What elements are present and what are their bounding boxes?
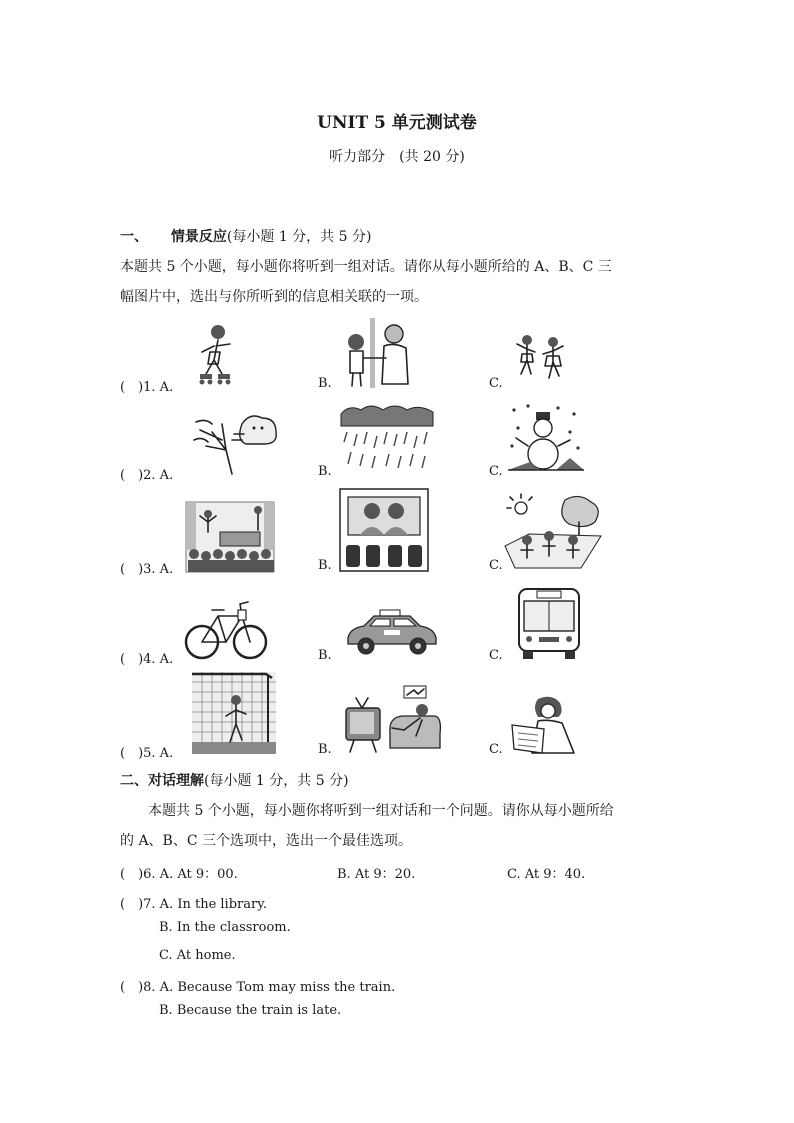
- section2-number: 二、: [120, 773, 148, 789]
- question-2-option-b: B.: [318, 464, 332, 479]
- section1-heading: [120, 226, 371, 246]
- question-8-label: ( )8. A. Because Tom may miss the train.: [120, 980, 396, 995]
- page-title: UNIT 5 单元测试卷: [317, 113, 477, 133]
- question-8-option-b: B. Because the train is late.: [159, 1003, 342, 1018]
- question-1-option-b: B.: [318, 376, 332, 391]
- question-1-label: ( )1. A.: [120, 380, 174, 395]
- section2-title: 对话理解: [148, 773, 204, 789]
- section2-instruction-1: 本题共 5 个小题，每小题你将听到一组对话和一个问题。请你从每小题所给: [148, 803, 614, 819]
- question-7-label: ( )7. A. In the library.: [120, 897, 267, 912]
- section2-heading: [120, 770, 349, 790]
- question-2-label: ( )2. A.: [120, 468, 174, 483]
- girls-dancing-icon[interactable]: [513, 334, 575, 384]
- page-subtitle: 听力部分 (共 20 分): [329, 149, 465, 165]
- question-3-label: ( )3. A.: [120, 562, 174, 577]
- bicycle-icon[interactable]: [184, 598, 268, 662]
- section1-note: (每小题 1 分，共 5 分): [226, 229, 372, 245]
- section1-instruction-2: 幅图片中，选出与你所听到的信息相关联的一项。: [120, 289, 428, 305]
- bus-icon[interactable]: [517, 587, 581, 661]
- question-5-option-c: C.: [489, 742, 503, 757]
- children-picnic-icon[interactable]: [505, 496, 601, 572]
- stage-show-icon[interactable]: [186, 502, 274, 572]
- question-4-option-c: C.: [489, 648, 503, 663]
- question-6-option-c: C. At 9：40.: [507, 867, 586, 882]
- girl-skating-icon[interactable]: [190, 322, 240, 390]
- windy-tree-icon[interactable]: [192, 410, 280, 478]
- section2-instruction-2: 的 A、B、C 三个选项中，选出一个最佳选项。: [120, 833, 413, 849]
- rain-cloud-icon[interactable]: [341, 404, 435, 476]
- snowman-icon[interactable]: [508, 404, 584, 474]
- question-4-label: ( )4. A.: [120, 652, 174, 667]
- girl-with-grandma-icon[interactable]: [342, 318, 422, 390]
- question-1-option-c: C.: [489, 376, 503, 391]
- question-6-label: ( )6. A. At 9：00.: [120, 867, 238, 882]
- cinema-screen-icon[interactable]: [340, 489, 428, 571]
- section1-instruction-1: 本题共 5 个小题，每小题你将听到一组对话。请你从每小题所给的 A、B、C 三: [120, 259, 612, 275]
- question-5-label: ( )5. A.: [120, 746, 174, 761]
- question-6-option-b: B. At 9：20.: [337, 867, 416, 882]
- section1-title: 情景反应: [170, 229, 227, 245]
- soccer-goal-icon[interactable]: [192, 672, 276, 754]
- girl-watching-tv-icon[interactable]: [344, 686, 444, 756]
- question-5-option-b: B.: [318, 742, 332, 757]
- woman-reading-newspaper-icon[interactable]: [512, 695, 578, 755]
- taxi-icon[interactable]: [344, 610, 438, 656]
- question-7-option-b: B. In the classroom.: [159, 920, 291, 935]
- question-4-option-b: B.: [318, 648, 332, 663]
- section2-note: (每小题 1 分，共 5 分): [204, 773, 349, 789]
- question-2-option-c: C.: [489, 464, 503, 479]
- section1-number: 一、: [120, 229, 148, 245]
- question-3-option-b: B.: [318, 558, 332, 573]
- question-7-option-c: C. At home.: [159, 948, 236, 963]
- question-3-option-c: C.: [489, 558, 503, 573]
